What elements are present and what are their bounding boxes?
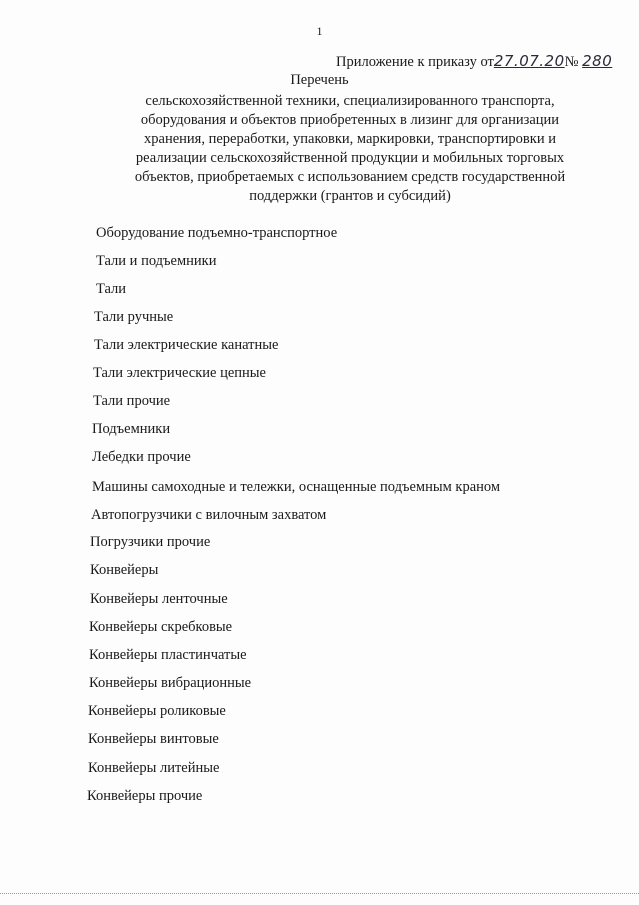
number-sign: №: [564, 54, 579, 70]
list-item: Конвейеры скребковые: [89, 619, 233, 635]
list-item: Автопогрузчики с вилочным захватом: [91, 507, 327, 523]
list-item: Конвейеры литейные: [88, 760, 220, 776]
list-item: Конвейеры пластинчатые: [89, 647, 247, 663]
page-bottom-edge: [0, 893, 639, 895]
list-item: Машины самоходные и тележки, оснащенные подъемным краном: [92, 479, 501, 495]
list-item: Тали прочие: [93, 393, 171, 409]
list-item: Конвейеры роликовые: [88, 703, 226, 719]
list-item: Тали электрические цепные: [93, 365, 266, 381]
page-number: 1: [316, 24, 323, 38]
list-item: Тали: [96, 281, 127, 297]
list-item: Конвейеры ленточные: [90, 591, 228, 607]
list-item: Лебедки прочие: [92, 449, 191, 465]
handwritten-order-number: 280: [582, 52, 613, 70]
document-title: Перечень: [290, 72, 349, 88]
list-item: Погрузчики прочие: [90, 534, 211, 550]
list-item: Оборудование подъемно-транспортное: [96, 225, 338, 241]
list-item: Подъемники: [92, 421, 171, 437]
handwritten-date: 27.07.20: [493, 52, 565, 70]
list-item: Тали электрические канатные: [94, 337, 279, 353]
list-item: Тали и подъемники: [96, 253, 217, 269]
list-item: Конвейеры вибрационные: [89, 675, 252, 691]
list-item: Конвейеры прочие: [87, 788, 203, 804]
document-subtitle: сельскохозяйственной техники, специализированного транспорта, оборудования и объектов приобретенных в лизинг для организации хранения, переработки, упаковки, маркировки, транспортировки и реализации сельскохозяйственной продукции и мобильных торговых объектов, приобретаемых с использованием средств государственной поддержки (грантов и субсидий): [134, 93, 566, 204]
appendix-prefix: Приложение к приказу от: [336, 54, 494, 70]
list-item: Тали ручные: [94, 309, 174, 325]
list-item: Конвейеры винтовые: [88, 731, 219, 747]
list-item: Конвейеры: [90, 562, 159, 578]
